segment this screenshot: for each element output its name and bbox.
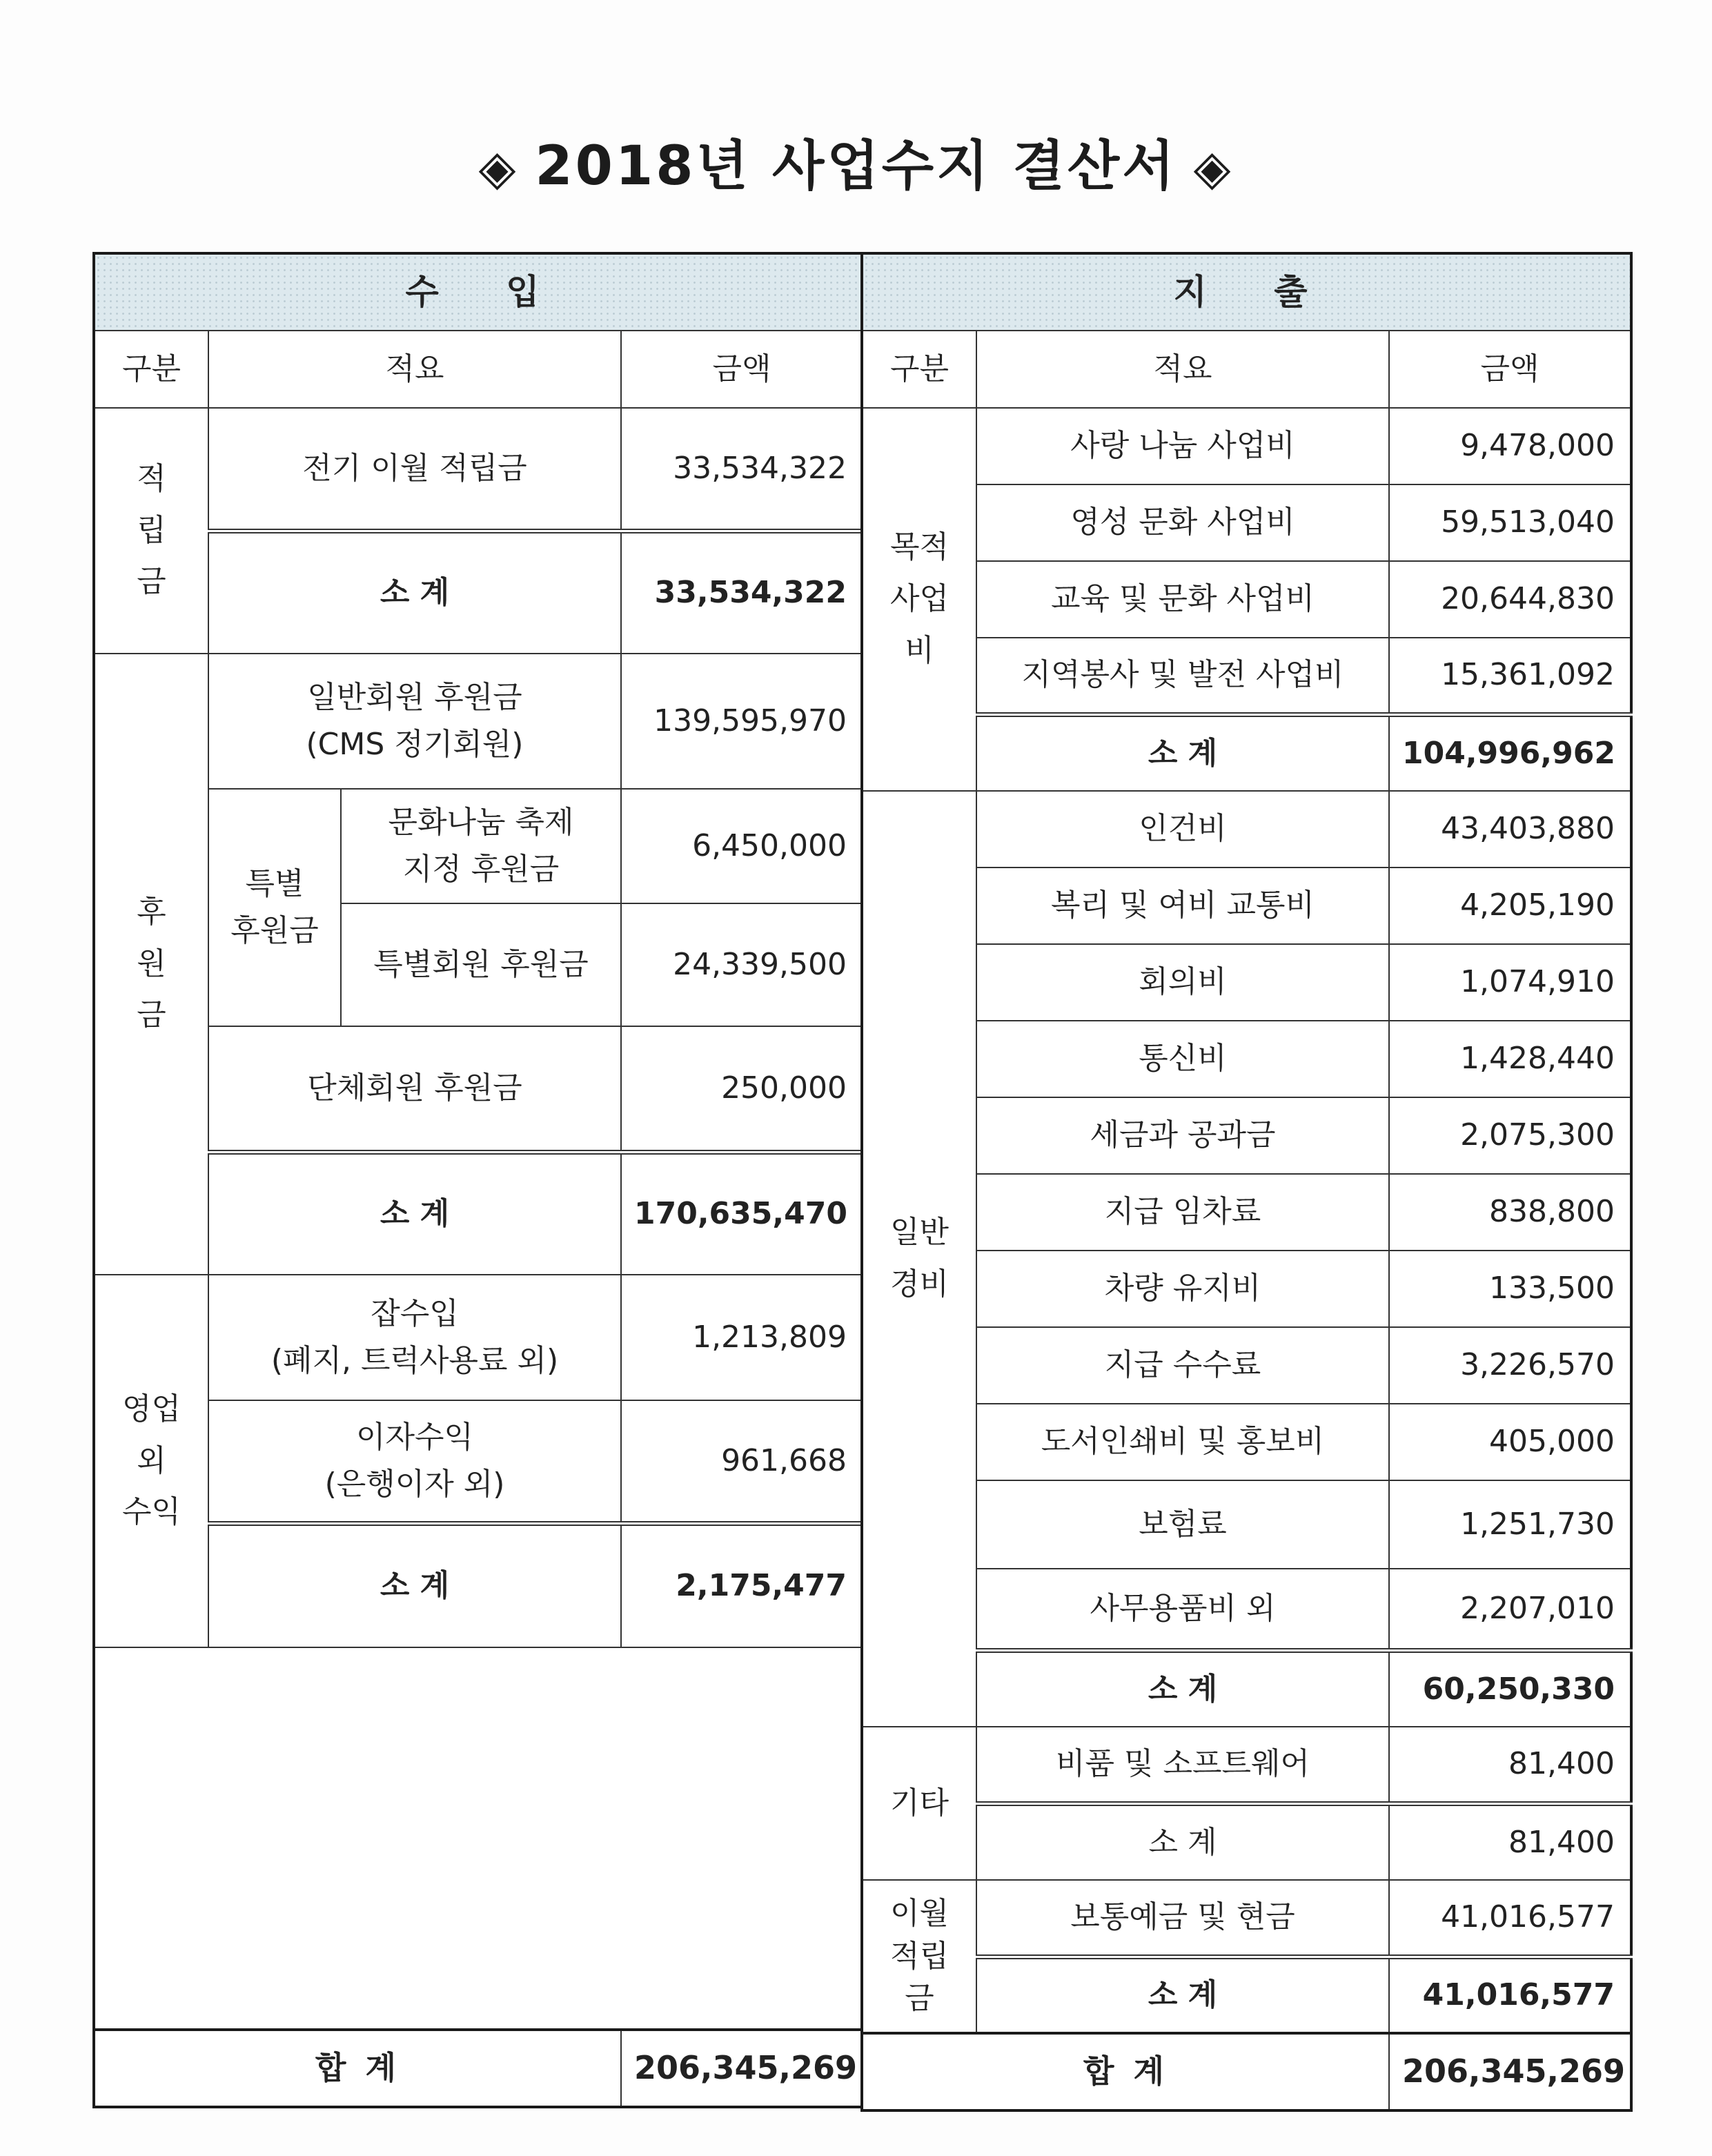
income-row-amount: 961,668 — [621, 1400, 863, 1523]
expense-row-amount: 2,207,010 — [1389, 1569, 1631, 1650]
income-header: 수 입 — [94, 253, 863, 331]
income-row-desc: 이자수익 (은행이자 외) — [208, 1400, 621, 1523]
expense-row-desc: 지역봉사 및 발전 사업비 — [976, 638, 1389, 714]
expense-col-desc: 적요 — [976, 331, 1389, 408]
expense-row-amount: 1,251,730 — [1389, 1480, 1631, 1569]
income-subtotal-label: 소 계 — [208, 531, 621, 654]
expense-row-amount: 9,478,000 — [1389, 408, 1631, 484]
expense-row-amount: 20,644,830 — [1389, 561, 1631, 638]
expense-subtotal-amount: 60,250,330 — [1389, 1650, 1631, 1727]
expense-row-desc: 복리 및 여비 교통비 — [976, 868, 1389, 944]
income-subtotal-amount: 2,175,477 — [621, 1523, 863, 1647]
income-row-desc: 단체회원 후원금 — [208, 1026, 621, 1152]
expense-row-amount: 1,428,440 — [1389, 1021, 1631, 1097]
expense-row-desc: 보통예금 및 현금 — [976, 1880, 1389, 1957]
expense-category-etc: 기타 — [862, 1727, 976, 1880]
diamond-left-icon: ◈ — [478, 139, 519, 196]
expense-row-amount: 43,403,880 — [1389, 791, 1631, 868]
expense-row-desc: 도서인쇄비 및 홍보비 — [976, 1404, 1389, 1480]
expense-row-desc: 인건비 — [976, 791, 1389, 868]
income-row-amount: 250,000 — [621, 1026, 863, 1152]
income-subtotal-amount: 33,534,322 — [621, 531, 863, 654]
expense-row-desc: 통신비 — [976, 1021, 1389, 1097]
income-subtotal-amount: 170,635,470 — [621, 1152, 863, 1275]
expense-category-carryover: 이월 적립 금 — [862, 1880, 976, 2033]
income-subtotal-label: 소 계 — [208, 1523, 621, 1647]
page-title — [0, 123, 1712, 200]
income-category-other: 영업 외 수익 — [94, 1275, 208, 1647]
expense-row-desc: 교육 및 문화 사업비 — [976, 561, 1389, 638]
income-row-desc: 특별회원 후원금 — [341, 903, 621, 1026]
income-row-desc: 일반회원 후원금 (CMS 정기회원) — [208, 654, 621, 789]
expense-subtotal-amount: 104,996,962 — [1389, 714, 1631, 791]
expense-row-amount: 405,000 — [1389, 1404, 1631, 1480]
expense-col-category: 구분 — [862, 331, 976, 408]
expense-row-amount: 838,800 — [1389, 1174, 1631, 1251]
income-subtotal-label: 소 계 — [208, 1152, 621, 1275]
expense-total-label: 합 계 — [862, 2033, 1389, 2110]
expense-row-desc: 세금과 공과금 — [976, 1097, 1389, 1174]
expense-row-amount: 3,226,570 — [1389, 1327, 1631, 1404]
expense-subtotal-label: 소 계 — [976, 1957, 1389, 2033]
income-row-desc: 전기 이월 적립금 — [208, 408, 621, 531]
income-category-donation: 후 원 금 — [94, 654, 208, 1275]
income-row-amount: 1,213,809 — [621, 1275, 863, 1400]
income-category-reserve: 적 립 금 — [94, 408, 208, 654]
expense-row-amount: 15,361,092 — [1389, 638, 1631, 714]
expense-subtotal-label: 소 계 — [976, 1803, 1389, 1880]
income-empty-area — [94, 1647, 863, 2030]
income-total-amount: 206,345,269 — [621, 2030, 863, 2107]
income-col-desc: 적요 — [208, 331, 621, 408]
income-row-desc: 잡수입 (폐지, 트럭사용료 외) — [208, 1275, 621, 1400]
expense-total-amount: 206,345,269 — [1389, 2033, 1631, 2110]
income-table — [92, 252, 865, 2108]
expense-col-amount: 금액 — [1389, 331, 1631, 408]
expense-row-desc: 차량 유지비 — [976, 1251, 1389, 1327]
income-row-amount: 139,595,970 — [621, 654, 863, 789]
expense-row-desc: 비품 및 소프트웨어 — [976, 1727, 1389, 1803]
expense-row-amount: 1,074,910 — [1389, 944, 1631, 1021]
expense-row-desc: 지급 임차료 — [976, 1174, 1389, 1251]
expense-row-amount: 41,016,577 — [1389, 1880, 1631, 1957]
expense-row-amount: 133,500 — [1389, 1251, 1631, 1327]
expense-row-desc: 보험료 — [976, 1480, 1389, 1569]
expense-row-amount: 59,513,040 — [1389, 484, 1631, 561]
expense-table — [860, 252, 1633, 2112]
expense-row-desc: 회의비 — [976, 944, 1389, 1021]
income-col-category: 구분 — [94, 331, 208, 408]
income-row-amount: 6,450,000 — [621, 789, 863, 903]
expense-subtotal-label: 소 계 — [976, 1650, 1389, 1727]
income-col-amount: 금액 — [621, 331, 863, 408]
income-row-desc: 문화나눔 축제 지정 후원금 — [341, 789, 621, 903]
expense-row-desc: 영성 문화 사업비 — [976, 484, 1389, 561]
title-text: 2018년 사업수지 결산서 — [535, 135, 1177, 197]
expense-row-amount: 81,400 — [1389, 1727, 1631, 1803]
income-row-amount: 24,339,500 — [621, 903, 863, 1026]
expense-row-desc: 사무용품비 외 — [976, 1569, 1389, 1650]
expense-subtotal-amount: 41,016,577 — [1389, 1957, 1631, 2033]
income-total-label: 합 계 — [94, 2030, 621, 2107]
diamond-right-icon: ◈ — [1193, 139, 1234, 196]
expense-row-desc: 사랑 나눔 사업비 — [976, 408, 1389, 484]
expense-subtotal-label: 소 계 — [976, 714, 1389, 791]
expense-row-desc: 지급 수수료 — [976, 1327, 1389, 1404]
income-special-label: 특별 후원금 — [208, 789, 341, 1026]
expense-row-amount: 4,205,190 — [1389, 868, 1631, 944]
expense-category-general: 일반 경비 — [862, 791, 976, 1727]
expense-subtotal-amount: 81,400 — [1389, 1803, 1631, 1880]
income-row-amount: 33,534,322 — [621, 408, 863, 531]
expense-row-amount: 2,075,300 — [1389, 1097, 1631, 1174]
expense-category-purpose: 목적 사업 비 — [862, 408, 976, 791]
expense-header: 지 출 — [862, 253, 1631, 331]
